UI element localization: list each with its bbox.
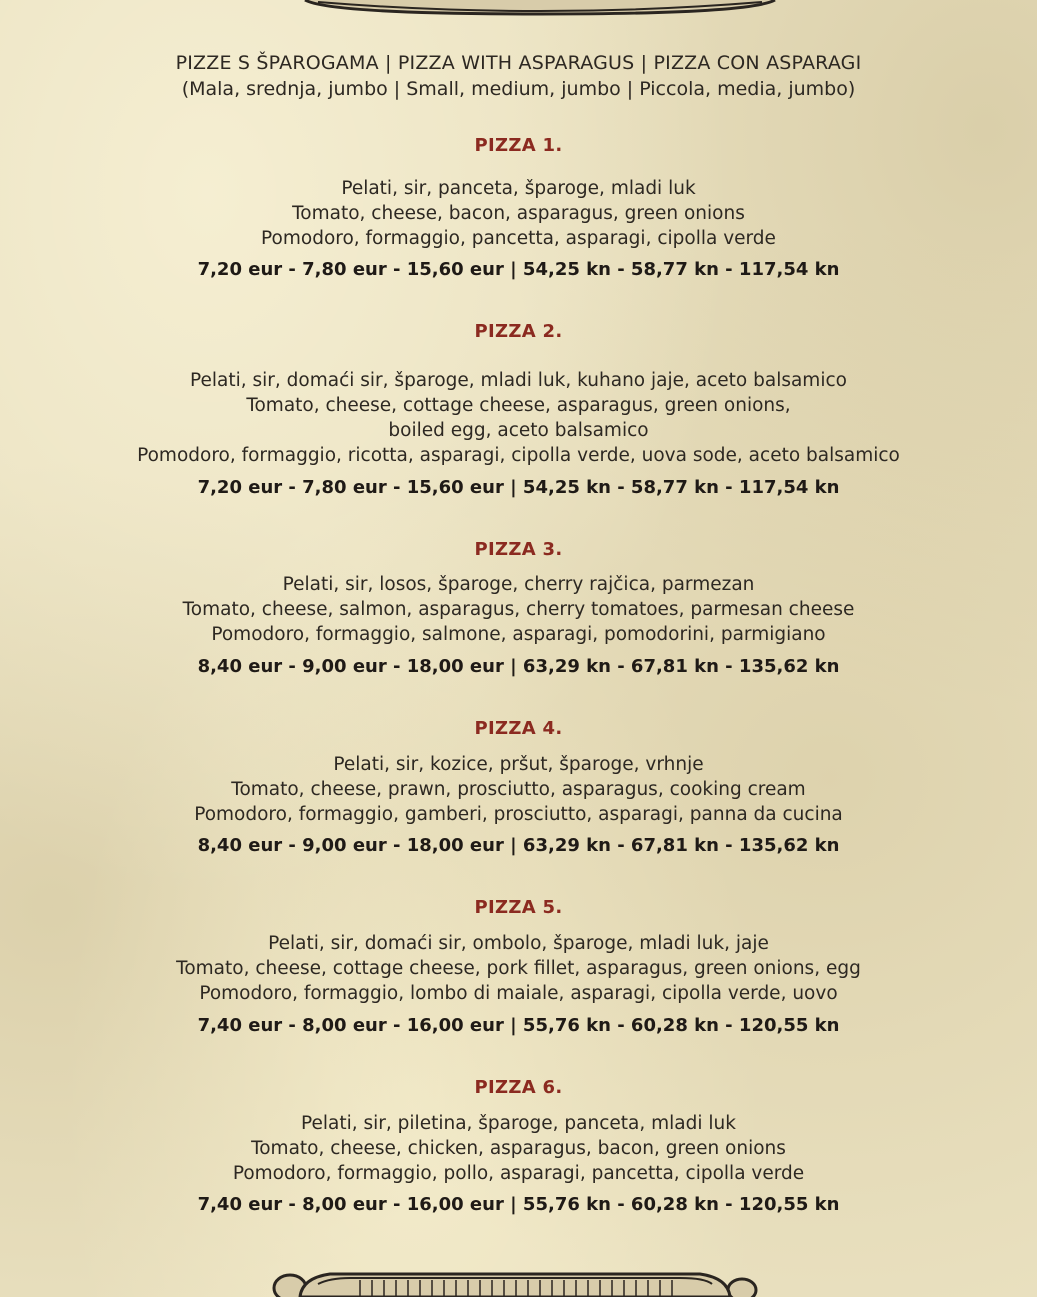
pan-illustration-bottom (0, 1262, 1037, 1297)
ingredients-en: Tomato, cheese, bacon, asparagus, green onions (292, 203, 745, 224)
pizza-title: PIZZA 4. (474, 718, 563, 739)
ingredients-hr: Pelati, sir, panceta, šparoge, mladi luk (341, 178, 696, 199)
menu-header-subtitle: (Mala, srednja, jumbo | Small, medium, jumbo | Piccola, media, jumbo) (181, 78, 856, 100)
ingredients-en: Tomato, cheese, prawn, prosciutto, asparagus, cooking cream (231, 779, 806, 800)
ingredients-hr: Pelati, sir, kozice, pršut, šparoge, vrhnje (333, 754, 704, 775)
pizza-title: PIZZA 5. (474, 897, 563, 918)
pizza-title: PIZZA 3. (474, 539, 563, 560)
price-line: 7,20 eur - 7,80 eur - 15,60 eur | 54,25 kn - 58,77 kn - 117,54 kn (197, 477, 840, 498)
ingredients-it: Pomodoro, formaggio, salmone, asparagi, pomodorini, parmigiano (211, 624, 826, 645)
ingredients-en: Tomato, cheese, chicken, asparagus, bacon, green onions (251, 1138, 786, 1159)
ingredients-hr: Pelati, sir, piletina, šparoge, panceta, mladi luk (301, 1113, 736, 1134)
ingredients-hr: Pelati, sir, losos, šparoge, cherry rajčica, parmezan (282, 574, 755, 595)
ingredients-en: Tomato, cheese, salmon, asparagus, cherry tomatoes, parmesan cheese (182, 599, 855, 620)
menu-header-title: PIZZE S ŠPAROGAMA | PIZZA WITH ASPARAGUS | PIZZA CON ASPARAGI (175, 52, 862, 74)
pizza-title: PIZZA 1. (474, 135, 563, 156)
ingredients-en-cont: boiled egg, aceto balsamico (388, 420, 649, 441)
price-line: 8,40 eur - 9,00 eur - 18,00 eur | 63,29 kn - 67,81 kn - 135,62 kn (197, 835, 840, 856)
ingredients-en: Tomato, cheese, cottage cheese, pork fillet, asparagus, green onions, egg (176, 958, 861, 979)
ingredients-it: Pomodoro, formaggio, lombo di maiale, asparagi, cipolla verde, uovo (199, 983, 838, 1004)
ingredients-en: Tomato, cheese, cottage cheese, asparagus, green onions, (246, 395, 791, 416)
pizza-title: PIZZA 2. (474, 321, 563, 342)
ingredients-it: Pomodoro, formaggio, gamberi, prosciutto, asparagi, panna da cucina (194, 804, 843, 825)
ingredients-it: Pomodoro, formaggio, pancetta, asparagi, cipolla verde (261, 228, 776, 249)
price-line: 7,40 eur - 8,00 eur - 16,00 eur | 55,76 kn - 60,28 kn - 120,55 kn (197, 1194, 840, 1215)
price-line: 7,40 eur - 8,00 eur - 16,00 eur | 55,76 kn - 60,28 kn - 120,55 kn (197, 1015, 840, 1036)
price-line: 8,40 eur - 9,00 eur - 18,00 eur | 63,29 kn - 67,81 kn - 135,62 kn (197, 656, 840, 677)
ingredients-hr: Pelati, sir, domaći sir, šparoge, mladi luk, kuhano jaje, aceto balsamico (190, 370, 847, 391)
ingredients-hr: Pelati, sir, domaći sir, ombolo, šparoge, mladi luk, jaje (268, 933, 769, 954)
ingredients-it: Pomodoro, formaggio, ricotta, asparagi, cipolla verde, uova sode, aceto balsamico (137, 445, 900, 466)
pan-illustration-top (0, 0, 1037, 20)
price-line: 7,20 eur - 7,80 eur - 15,60 eur | 54,25 kn - 58,77 kn - 117,54 kn (197, 259, 840, 280)
pizza-title: PIZZA 6. (474, 1077, 563, 1098)
ingredients-it: Pomodoro, formaggio, pollo, asparagi, pancetta, cipolla verde (232, 1163, 805, 1184)
